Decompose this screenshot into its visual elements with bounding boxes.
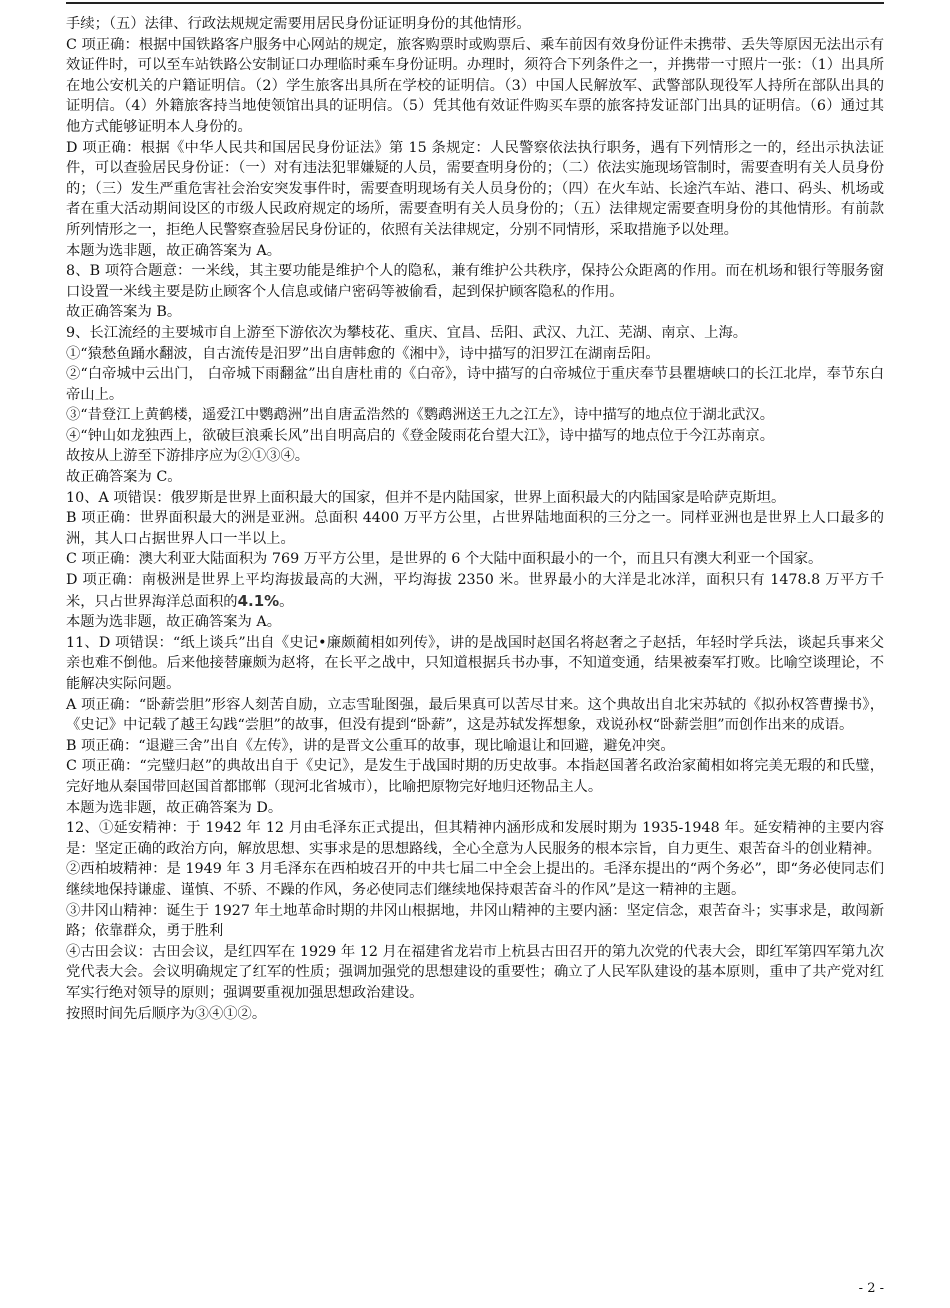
answer-line: 按照时间先后顺序为③④①②。 (66, 1005, 267, 1022)
answer-line: 本题为选非题，故正确答案为 A。 (66, 614, 282, 631)
question-9: 9、长江流经的主要城市自上游至下游依次为攀枝花、重庆、宜昌、岳阳、武汉、九江、芜湖、南京、上海。 (66, 324, 748, 341)
paragraph: ④古田会议：古田会议，是红四军在 1929 年 12 月在福建省龙岩市上杭县古田召开的第九次党的代表大会，即红军第四军第九次党代表大会。会议明确规定了红军的性质；强调加强党的思想建设的重要性；确立了人民军队建设的基本原则，重申了共产党对红军实行绝对领导的原则；强调要重视加强思想政治建设。 (66, 943, 884, 1001)
paragraph: C 项正确：澳大利亚大陆面积为 769 万平方公里，是世界的 6 个大陆中面积最小的一个，而且只有澳大利亚一个国家。 (66, 551, 823, 568)
paragraph: ④“钟山如龙独西上，欲破巨浪乘长风”出自明高启的《登金陵雨花台望大江》，诗中描写的地点位于今江苏南京。 (66, 427, 775, 444)
question-10: 10、A 项错误：俄罗斯是世界上面积最大的国家，但并不是内陆国家，世界上面积最大的内陆国家是哈萨克斯坦。 (66, 489, 786, 506)
paragraph: C 项正确：根据中国铁路客户服务中心网站的规定，旅客购票时或购票后、乘车前因有效身份证件未携带、丢失等原因无法出示有效证件时，可以至车站铁路公安制证口办理临时乘车身份证明。办理时，须符合下列条件之一，并携带一寸照片一张：（1）出具所在地公安机关的户籍证明信。（2）学生旅客出具所在学校的证明信。（3）中国人民解放军、武警部队现役军人持所在部队出具的证明信。（4）外籍旅客持当地使领馆出具的证明信。（5）凭其他有效证件购买车票的旅客持发证部门出具的证明信。（6）通过其他方式能够证明本人身份的。 (66, 36, 884, 135)
paragraph: ①“猿愁鱼踊水翻波，自古流传是汨罗”出自唐韩愈的《湘中》，诗中描写的汨罗江在湖南岳阳。 (66, 345, 660, 362)
paragraph: ③“昔登江上黄鹤楼，遥爱江中鹦鹉洲”出自唐孟浩然的《鹦鹉洲送王九之江左》，诗中描写的地点位于湖北武汉。 (66, 407, 775, 424)
answer-line: 本题为选非题，故正确答案为 D。 (66, 799, 283, 816)
paragraph: ②西柏坡精神：是 1949 年 3 月毛泽东在西柏坡召开的中共七届二中全会上提出的。毛泽东提出的“两个务必”，即“务必使同志们继续地保持谦虚、谨慎、不骄、不躁的作风，务必使同志们继续地保持艰苦奋斗的作风”是这一精神的主题。 (66, 861, 884, 898)
answer-line: 故正确答案为 C。 (66, 469, 182, 486)
paragraph: 手续；（五）法律、行政法规规定需要用居民身份证证明身份的其他情形。 (66, 16, 531, 32)
answer-line: 本题为选非题，故正确答案为 A。 (66, 242, 282, 259)
paragraph: B 项正确：“退避三舍”出自《左传》，讲的是晋文公重耳的故事，现比喻退让和回避，避免冲突。 (66, 737, 675, 754)
paragraph-text: D 项正确：南极洲是世界上平均海拔最高的大洲，平均海拔 2350 米。世界最小的大洋是北冰洋，面积只有 1478.8 万平方千米，只占世界海洋总面积的 (66, 572, 884, 610)
answer-explanations (66, 14, 884, 1024)
paragraph: ③井冈山精神：诞生于 1927 年土地革命时期的井冈山根据地，井冈山精神的主要内涵：坚定信念，艰苦奋斗；实事求是，敢闯新路；依靠群众，勇于胜利 (66, 902, 884, 940)
paragraph: D 项正确：根据《中华人民共和国居民身份证法》第 15 条规定：人民警察依法执行职务，遇有下列情形之一的，经出示执法证件，可以查验居民身份证：（一）对有违法犯罪嫌疑的人员，需要查明身份的；（二）依法实施现场管制时，需要查明有关人员身份的；（三）发生严重危害社会治安突发事件时，需要查明现场有关人员身份的；（四）在火车站、长途汽车站、港口、码头、机场或者在重大活动期间设区的市级人民政府规定的场所，需要查明有关人员身份的；（五）法律规定需要查明身份的其他情形。有前款所列情形之一，拒绝人民警察查验居民身份证的，依照有关法律规定，分别不同情形，采取措施予以处理。 (66, 139, 884, 238)
paragraph: B 项正确：世界面积最大的洲是亚洲。总面积 4400 万平方公里，占世界陆地面积的三分之一。同样亚洲也是世界上人口最多的洲，其人口占据世界人口一半以上。 (66, 510, 884, 547)
question-8: 8、B 项符合题意：一米线，其主要功能是维护个人的隐私，兼有维护公共秩序，保持公众距离的作用。而在机场和银行等服务窗口设置一米线主要是防止顾客个人信息或储户密码等被偷看，起到保护顾客隐私的作用。 (66, 263, 884, 300)
header-rule (66, 2, 884, 4)
percentage-value: 4.1% (237, 591, 280, 610)
question-12: 12、①延安精神：于 1942 年 12 月由毛泽东正式提出，但其精神内涵形成和发展时期为 1935-1948 年。延安精神的主要内容是：坚定正确的政治方向，解放思想、实事求是的思想路线，全心全意为人民服务的根本宗旨，自力更生、艰苦奋斗的创业精神。 (66, 820, 884, 857)
question-11: 11、D 项错误：“纸上谈兵”出自《史记•廉颇蔺相如列传》，讲的是战国时赵国名将赵奢之子赵括，年轻时学兵法，谈起兵事来父亲也难不倒他。后来他接替廉颇为赵将，在长平之战中，只知道根据兵书办事，不知道变通，结果被秦军打败。比喻空谈理论，不能解决实际问题。 (66, 634, 884, 692)
paragraph: ②“白帝城中云出门， 白帝城下雨翻盆”出自唐杜甫的《白帝》，诗中描写的白帝城位于重庆奉节县瞿塘峡口的长江北岸，奉节东白帝山上。 (66, 366, 884, 403)
paragraph (66, 570, 884, 612)
paragraph: A 项正确：“卧薪尝胆”形容人刻苦自励，立志雪耻图强，最后果真可以苦尽甘来。这个典故出自北宋苏轼的《拟孙权答曹操书》，《史记》中记载了越王勾践“尝胆”的故事，但没有提到“卧薪”，这是苏轼发挥想象，戏说孙权“卧薪尝胆”而创作出来的成语。 (66, 696, 884, 734)
paragraph: C 项正确：“完璧归赵”的典故出自于《史记》，是发生于战国时期的历史故事。本指赵国著名政治家蔺相如将完美无瑕的和氏璧，完好地从秦国带回赵国首都邯郸（现河北省城市），比喻把原物完好地归还物品主人。 (66, 758, 884, 795)
page-number: - 2 - (858, 1281, 884, 1296)
answer-line: 故正确答案为 B。 (66, 304, 182, 321)
paragraph: 故按从上游至下游排序应为②①③④。 (66, 448, 310, 465)
paragraph-end: 。 (279, 593, 294, 610)
